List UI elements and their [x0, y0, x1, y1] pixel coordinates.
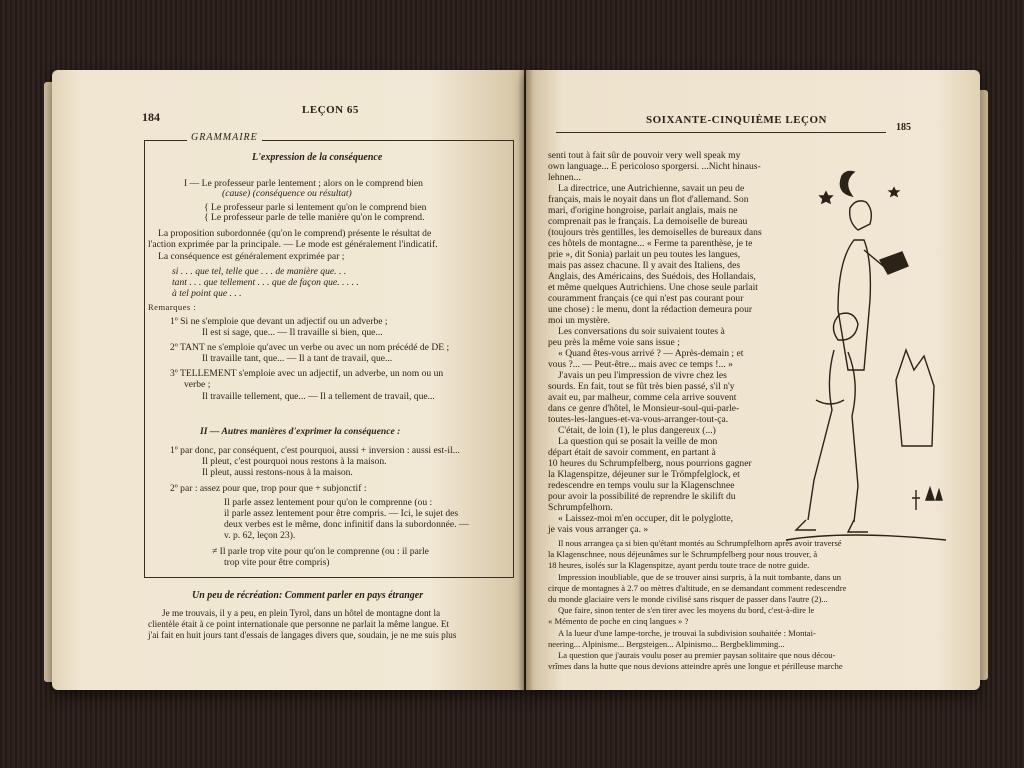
text-line: 3º TELLEMENT s'emploie avec un adjectif, un adverbe, un nom ou un — [170, 368, 444, 379]
text-line: La directrice, une Autrichienne, savait un peu de — [558, 183, 745, 194]
text-line: ≠ Il parle trop vite pour qu'on le comprenne (ou : il parle — [212, 546, 429, 557]
text-line: comprenait pas le français. La demoiselle de bureau — [548, 216, 748, 227]
text-line: 10 heures du Schrumpfelberg, nous pourrions gagner — [548, 458, 752, 469]
text-line: La question qui se posait la veille de mon — [558, 436, 718, 447]
text-line: j'ai fait en huit jours tant d'essais de langages divers que, soudain, je ne me suis plus — [148, 630, 457, 640]
text-line: v. p. 62, leçon 23). — [224, 530, 296, 541]
open-book — [52, 70, 980, 694]
text-line: la Klagenspitze, déjeuner sur le Trömpfelglock, et — [548, 469, 740, 480]
text-line: clientèle était à ce point internationale que personne ne parlait la même langue. Et — [148, 619, 450, 629]
text-line: C'était, de loin (1), le plus dangereux (...) — [558, 425, 716, 436]
text-line: Il pleut, aussi restons-nous à la maison. — [202, 467, 353, 478]
text-line: Il parle assez lentement pour qu'on le comprenne (ou : — [224, 497, 433, 508]
text-line: tant . . . que tellement . . . que de façon que. . . . . — [172, 277, 359, 288]
grammar-label: GRAMMAIRE — [187, 132, 262, 143]
text-line: J'avais un peu l'impression de vivre chez les — [558, 370, 727, 381]
section-title: L'expression de la conséquence — [252, 152, 383, 163]
text-line: La conséquence est généralement exprimée par ; — [158, 251, 345, 262]
text-line: cirque de montagnes à 2.7 oo mètres d'altitude, en se demandant comment redescendre — [548, 583, 847, 593]
text-line: deux verbes est le même, donc infinitif dans la subordonnée. — — [224, 519, 469, 530]
text-line: « Mémento de poche en cinq langues » ? — [548, 616, 689, 626]
text-line: 18 heures, isolés sur la Klagenspitze, ayant perdu toute trace de notre guide. — [548, 560, 810, 570]
text-line: mari, d'origine hongroise, parlait anglais, mais ne — [548, 205, 738, 216]
text-line: Schrumpfelhorn. — [548, 502, 613, 513]
text-line: je vais vous arranger ça. » — [548, 524, 649, 535]
moon-icon — [840, 172, 854, 197]
left-page-number: 184 — [142, 110, 160, 124]
text-line: une chose) : le menu, dont la rédaction demeura pour — [548, 304, 753, 315]
text-line: et même quelques Autrichiens. Une chose seule parlait — [548, 282, 758, 293]
text-line: senti tout à fait sûr de pouvoir very well speak my — [548, 150, 741, 161]
text-line: Il travaille tant, que... — Il a tant de travail, que... — [202, 353, 393, 364]
text-line: l'action exprimée par la principale. — Le mode est généralement l'indicatif. — [148, 239, 438, 250]
text-line: Il nous arrangea ça si bien qu'étant montés au Schrumpfelhorn après avoir traversé — [558, 538, 842, 548]
star-icon — [890, 188, 899, 196]
text-line: mais pas assez chacune. Il y avait des Italiens, des — [548, 260, 741, 271]
text-line: 2º par : assez pour que, trop pour que + subjonctif : — [170, 483, 367, 494]
right-page — [526, 70, 980, 690]
text-line: lehnen... — [548, 172, 581, 183]
text-line: Remarques : — [148, 302, 197, 312]
text-line: I — Le professeur parle lentement ; alors on le comprend bien — [184, 178, 423, 189]
text-line: Impression inoubliable, que de se trouver ainsi surpris, à la nuit tombante, dans un — [558, 572, 842, 582]
text-line: redescendre en temps voulu sur la Klagenschnee — [548, 480, 735, 491]
text-line: avait eu, par malheur, comme cela arrive souvent — [548, 392, 737, 403]
text-line: départ était de savoir comment, en partant à — [548, 447, 716, 458]
book-spine — [518, 70, 534, 690]
text-line: (cause) (conséquence ou résultat) — [222, 188, 352, 199]
text-line: sourds. En fait, tout se fût très bien passé, s'il n'y — [548, 381, 735, 392]
text-line: français, mais le noyait dans un flot d'allemand. Son — [548, 194, 749, 205]
left-running-head: LEÇON 65 — [302, 104, 359, 116]
right-page-number: 185 — [896, 122, 911, 133]
text-line: Il travaille tellement, que... — Il a tellement de travail, que... — [202, 391, 435, 402]
text-line: La question que j'aurais voulu poser au premier paysan solitaire que nous décou- — [558, 650, 836, 660]
text-line: II — Autres manières d'exprimer la conséquence : — [200, 426, 401, 437]
header-rule — [556, 132, 886, 133]
text-line: Je me trouvais, il y a peu, en plein Tyrol, dans un hôtel de montagne dont la — [162, 608, 441, 618]
text-line: Il pleut, c'est pourquoi nous restons à la maison. — [202, 456, 387, 467]
star-icon — [820, 192, 832, 203]
text-line: peu près la même voie sans issue ; — [548, 337, 680, 348]
text-line: 1º par donc, par conséquent, c'est pourquoi, aussi + inversion : aussi est-il... — [170, 445, 460, 456]
text-line: « Quand êtes-vous arrivé ? — Après-demain ; et — [558, 348, 744, 359]
text-line: Les conversations du soir suivaient toutes à — [558, 326, 725, 337]
text-line: si . . . que tel, telle que . . . de manière que. . . — [172, 266, 347, 277]
text-line: toutes-les-langues-et-va-vous-arranger-tout-ça. — [548, 414, 729, 425]
text-line: Que faire, sinon tenter de s'en tirer avec les moyens du bord, c'est-à-dire le — [558, 605, 815, 615]
text-line: dans ce genre d'hôtel, le Monsieur-soul-qui-parle- — [548, 403, 740, 414]
text-line: La proposition subordonnée (qu'on le comprend) présente le résultat de — [158, 228, 432, 239]
text-line: { Le professeur parle de telle manière qu'on le comprend. — [204, 212, 425, 223]
recreation-title: Un peu de récréation: Comment parler en pays étranger — [192, 590, 424, 601]
text-line: 2º TANT ne s'emploie qu'avec un verbe ou avec un nom précédé de DE ; — [170, 342, 450, 353]
text-line: vrîmes dans la hutte que nous devions atteindre après une longue et périlleuse marche — [548, 661, 843, 671]
text-line: du monde glaciaire vers le monde civilisé sans risquer de passer dans l'autre (2)... — [548, 594, 828, 604]
text-line: à tel point que . . . — [172, 288, 242, 299]
text-line: verbe ; — [184, 379, 211, 390]
text-line: il parle assez lentement pour être compris. — Ici, le sujet des — [224, 508, 459, 519]
text-line: neering... Alpinisme... Bergsteigen... Alpinismo... Bergbeklimming... — [548, 639, 785, 649]
text-line: { Le professeur parle si lentement qu'on le comprend bien — [204, 202, 427, 213]
text-line: « Laissez-moi m'en occuper, dit le polyglotte, — [558, 513, 734, 524]
text-line: trop vite pour être compris) — [224, 557, 330, 568]
text-line: couramment français (ce qui n'est pas courant pour — [548, 293, 744, 304]
text-line: ces hôtels de montagne... « Ferme ta parenthèse, je te — [548, 238, 753, 249]
illustration-skiers — [776, 160, 976, 580]
text-line: Anglais, des Américains, des Suédois, des Hollandais, — [548, 271, 756, 282]
text-line: moi un mystère. — [548, 315, 611, 326]
text-line: A la lueur d'une lampe-torche, je trouvai la subdivision souhaitée : Montai- — [558, 628, 816, 638]
text-line: Il est si sage, que... — Il travaille si bien, que... — [202, 327, 383, 338]
text-line: own language... E pericoloso sporgersi. ...Nicht hinaus- — [548, 161, 761, 172]
text-line: 1º Si ne s'emploie que devant un adjectif ou un adverbe ; — [170, 316, 388, 327]
text-line: vous ?... — Peut-être... mais avec ce temps !... » — [548, 359, 733, 370]
text-line: la Klagenschnee, nous déjeunâmes sur le Schrumpfelberg pour nous trouver, à — [548, 549, 818, 559]
right-running-head: SOIXANTE-CINQUIÈME LEÇON — [646, 114, 827, 126]
text-line: (toujours très gentilles, les demoiselles de bureaux dans — [548, 227, 762, 238]
text-line: prie », dit Sonia) parlait un peu toutes les langues, — [548, 249, 741, 260]
left-page — [52, 70, 524, 690]
text-line: pour avoir la possibilité de reprendre le skilift du — [548, 491, 736, 502]
